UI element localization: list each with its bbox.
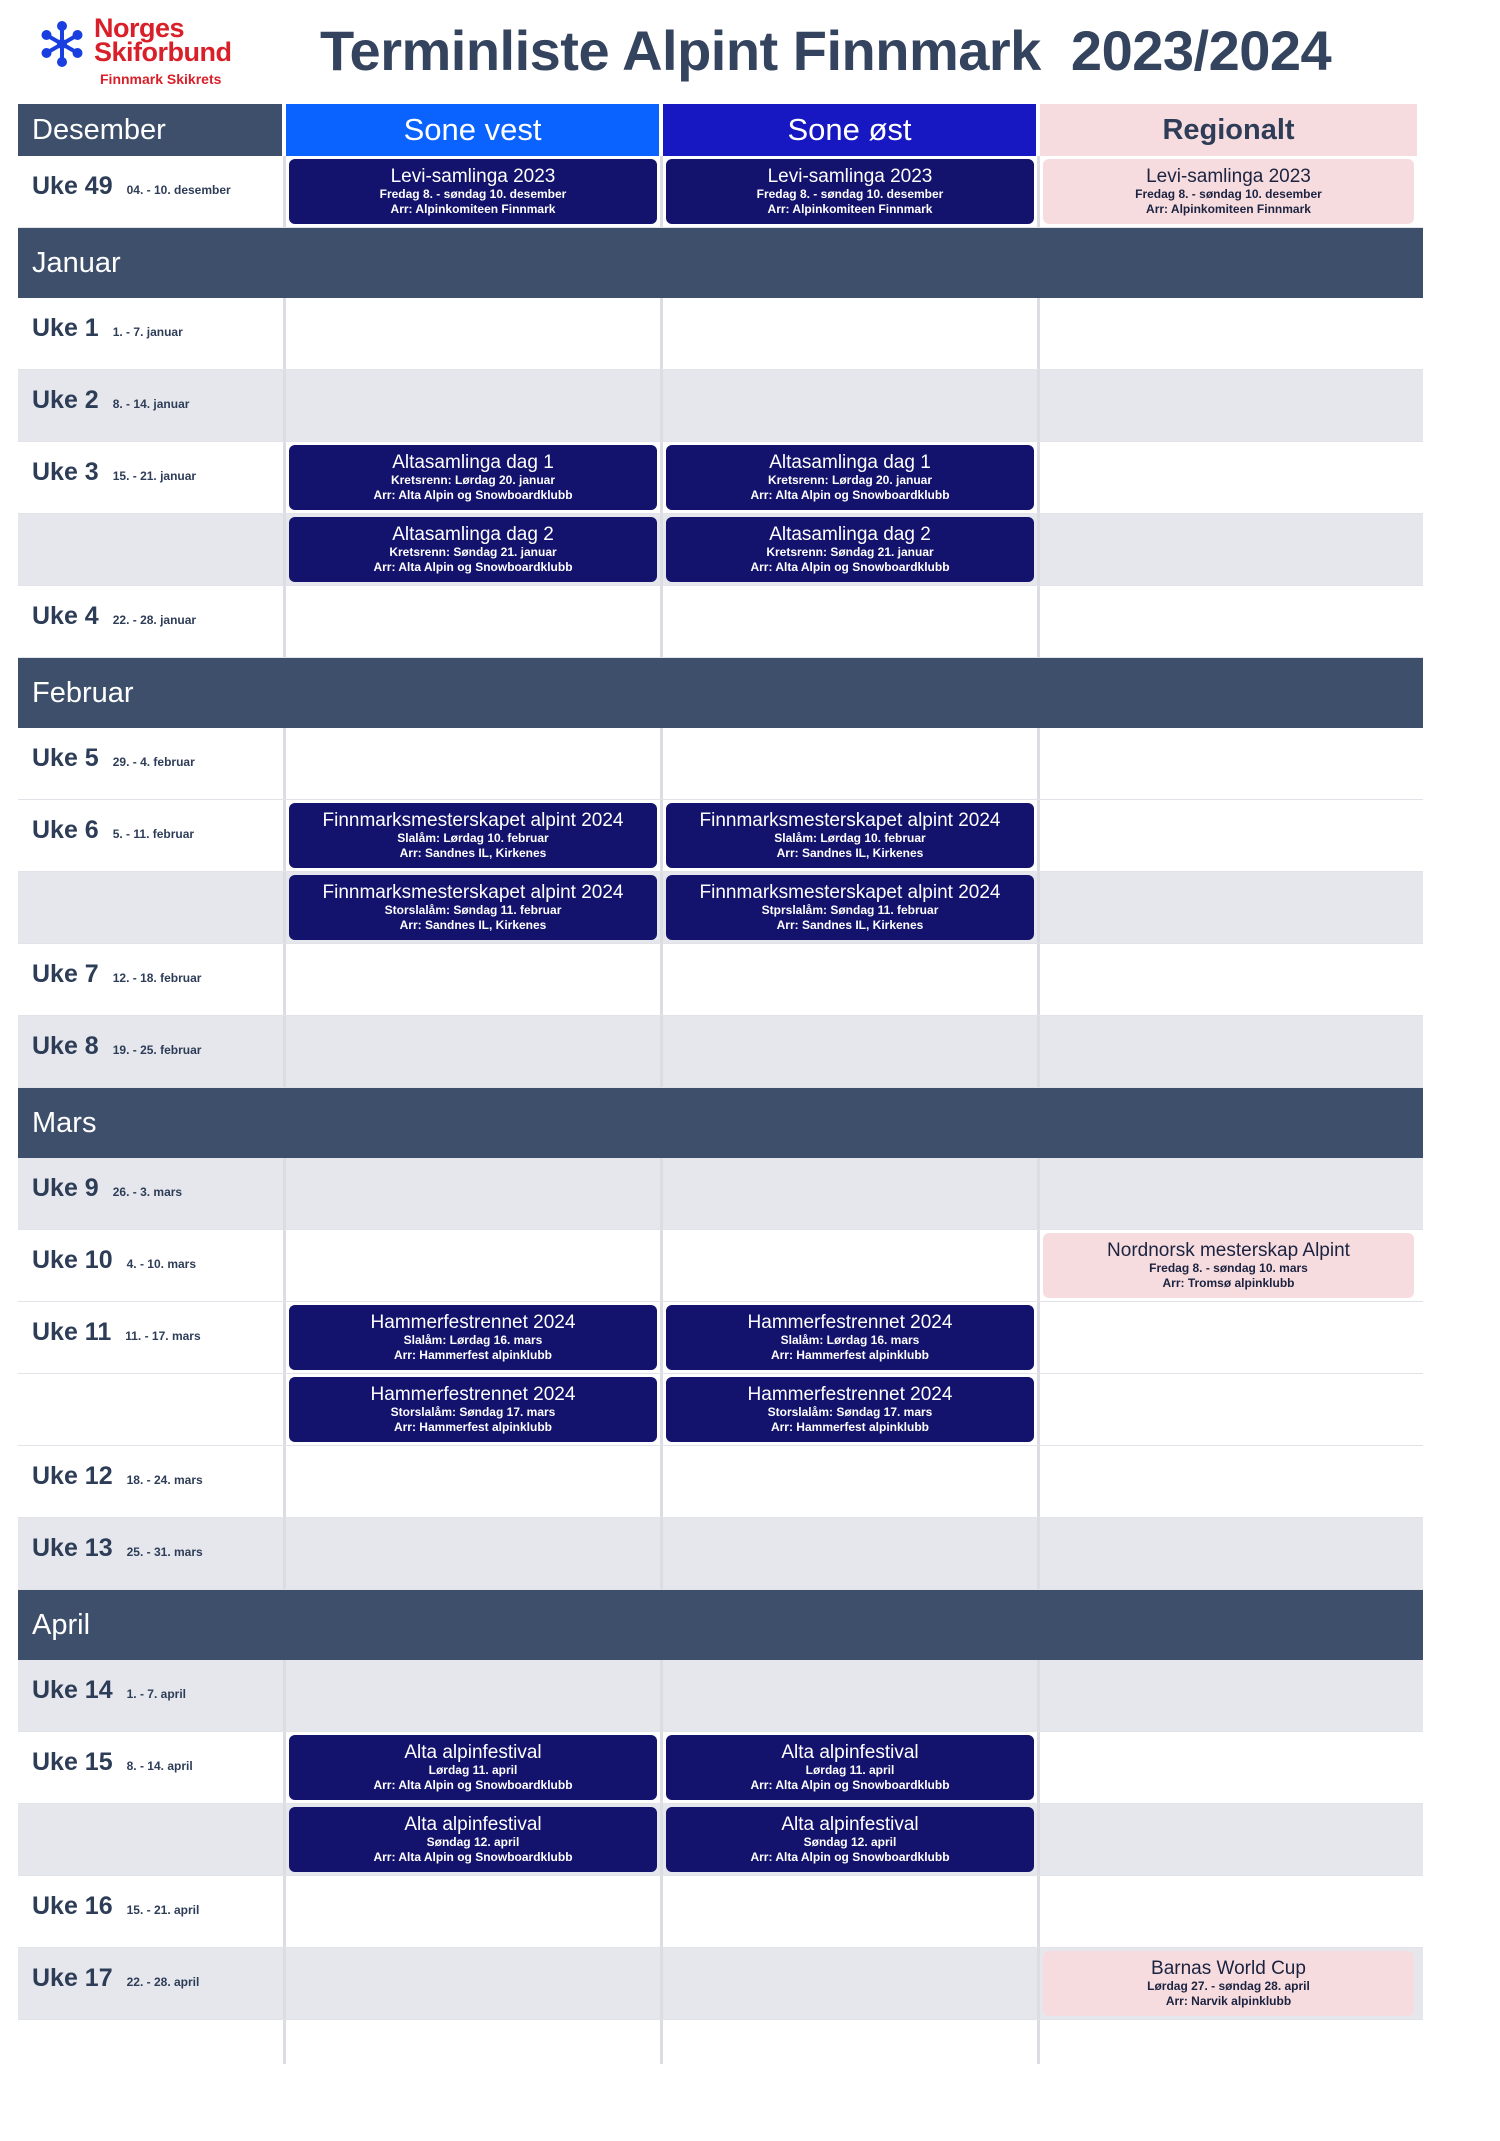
event-organizer: Arr: Alta Alpin og Snowboardklubb [750,1777,950,1792]
table-row [18,800,1423,872]
event-card[interactable] [289,517,657,582]
week-number: Uke 3 [32,458,99,486]
week-cell [18,1518,286,1589]
cell-c3 [1040,1016,1417,1087]
event-card[interactable] [289,1305,657,1370]
cell-c2 [663,1158,1040,1229]
event-title: Altasamlinga dag 2 [392,523,554,545]
cell-c1 [286,1302,663,1373]
cell-c1 [286,944,663,1015]
week-cell [18,944,286,1015]
cell-c3 [1040,872,1417,943]
event-date: Kretsrenn: Søndag 21. januar [766,544,934,559]
table-row [18,370,1423,442]
event-title: Altasamlinga dag 1 [392,451,554,473]
month-header: Januar [18,228,1423,298]
cell-c1 [286,1446,663,1517]
event-title: Hammerfestrennet 2024 [370,1383,576,1405]
cell-c1 [286,298,663,369]
event-card[interactable] [666,1305,1034,1370]
cell-c2 [663,1876,1040,1947]
event-organizer: Arr: Narvik alpinklubb [1165,1993,1292,2008]
cell-c1 [286,728,663,799]
event-title: Hammerfestrennet 2024 [747,1311,953,1333]
event-card[interactable] [666,875,1034,940]
cell-c1 [286,1948,663,2019]
cell-c1 [286,1230,663,1301]
week-number: Uke 10 [32,1246,113,1274]
week-cell [18,298,286,369]
event-title: Hammerfestrennet 2024 [747,1383,953,1405]
event-card[interactable] [666,1807,1034,1872]
event-date: Slalåm: Lørdag 16. mars [780,1332,920,1347]
cell-c1 [286,1660,663,1731]
column-header-regionalt: Regionalt [1040,104,1417,156]
cell-c3 [1040,1374,1417,1445]
cell-c3 [1040,1660,1417,1731]
week-cell [18,1660,286,1731]
cell-c3 [1040,586,1417,657]
event-card[interactable] [289,445,657,510]
cell-c2 [663,1804,1040,1875]
cell-c3 [1040,1876,1417,1947]
cell-c2 [663,944,1040,1015]
footer-cell [286,2020,663,2064]
event-card[interactable] [1043,1233,1414,1298]
cell-c1 [286,586,663,657]
week-dates: 26. - 3. mars [112,1185,183,1199]
cell-c1 [286,370,663,441]
cell-c3 [1040,1518,1417,1589]
event-organizer: Arr: Hammerfest alpinklubb [393,1419,553,1434]
cell-c3 [1040,800,1417,871]
cell-c1 [286,1158,663,1229]
page-title: Terminliste Alpint Finnmark 2023/2024 [320,19,1332,82]
week-dates: 18. - 24. mars [126,1473,203,1487]
event-organizer: Arr: Sandnes IL, Kirkenes [399,845,547,860]
event-date: Fredag 8. - søndag 10. desember [379,186,567,201]
event-title: Alta alpinfestival [404,1813,542,1835]
week-cell [18,1948,286,2019]
week-number: Uke 13 [32,1534,113,1562]
event-title: Levi-samlinga 2023 [767,165,933,187]
cell-c2 [663,728,1040,799]
column-header-sone-vest: Sone vest [286,104,659,156]
event-date: Fredag 8. - søndag 10. desember [756,186,944,201]
week-cell [18,1804,286,1875]
event-card[interactable] [289,803,657,868]
week-number: Uke 15 [32,1748,113,1776]
event-date: Kretsrenn: Lørdag 20. januar [390,472,556,487]
event-card[interactable] [289,159,657,224]
event-title: Alta alpinfestival [404,1741,542,1763]
table-row [18,442,1423,514]
event-date: Søndag 12. april [426,1834,520,1849]
cell-c2 [663,586,1040,657]
event-date: Kretsrenn: Lørdag 20. januar [767,472,933,487]
week-cell [18,156,286,227]
event-title: Finnmarksmesterskapet alpint 2024 [699,881,1001,903]
week-dates: 4. - 10. mars [126,1257,196,1271]
event-card[interactable] [666,445,1034,510]
week-dates: 5. - 11. februar [112,827,195,841]
week-number: Uke 1 [32,314,99,342]
table-row [18,586,1423,658]
week-number: Uke 17 [32,1964,113,1992]
event-organizer: Arr: Alta Alpin og Snowboardklubb [373,1849,573,1864]
week-cell [18,514,286,585]
week-dates: 22. - 28. april [126,1975,200,1989]
event-organizer: Arr: Alta Alpin og Snowboardklubb [373,487,573,502]
week-number: Uke 16 [32,1892,113,1920]
week-dates: 22. - 28. januar [112,613,197,627]
brand-line1: Norges [94,13,185,43]
cell-c2 [663,1660,1040,1731]
cell-c3 [1040,298,1417,369]
table-row [18,1804,1423,1876]
cell-c2 [663,442,1040,513]
event-card[interactable] [1043,159,1414,224]
event-card[interactable] [666,517,1034,582]
event-card[interactable] [666,1377,1034,1442]
week-cell [18,370,286,441]
event-organizer: Arr: Alpinkomiteen Finnmark [767,201,933,216]
event-card[interactable] [666,159,1034,224]
event-organizer: Arr: Tromsø alpinklubb [1162,1275,1295,1290]
event-title: Hammerfestrennet 2024 [370,1311,576,1333]
cell-c2 [663,156,1040,227]
event-title: Finnmarksmesterskapet alpint 2024 [322,881,624,903]
cell-c2 [663,1016,1040,1087]
event-date: Søndag 12. april [803,1834,897,1849]
event-organizer: Arr: Sandnes IL, Kirkenes [776,845,924,860]
month-header: April [18,1590,1423,1660]
week-cell [18,1732,286,1803]
cell-c3 [1040,1446,1417,1517]
snowflake-icon [36,18,88,70]
table-row [18,728,1423,800]
week-dates: 15. - 21. januar [112,469,197,483]
column-header-sone-ost: Sone øst [663,104,1036,156]
table-row [18,1230,1423,1302]
cell-c1 [286,1804,663,1875]
cell-c2 [663,298,1040,369]
event-organizer: Arr: Alta Alpin og Snowboardklubb [750,1849,950,1864]
brand-sub: Finnmark Skikrets [100,71,222,87]
week-number: Uke 9 [32,1174,99,1202]
cell-c1 [286,872,663,943]
brand-logo [36,13,256,90]
week-number: Uke 2 [32,386,99,414]
table-row [18,1518,1423,1590]
table-row [18,872,1423,944]
table-row [18,1302,1423,1374]
month-header: Februar [18,658,1423,728]
cell-c1 [286,1732,663,1803]
event-date: Slalåm: Lørdag 10. februar [397,830,549,845]
week-cell [18,1302,286,1373]
brand-name [94,13,232,67]
week-dates: 1. - 7. april [126,1687,186,1701]
event-organizer: Arr: Alta Alpin og Snowboardklubb [750,487,950,502]
week-cell [18,1876,286,1947]
event-date: Fredag 8. - søndag 10. desember [1135,186,1322,201]
cell-c2 [663,872,1040,943]
event-date: Lørdag 27. - søndag 28. april [1147,1978,1310,1993]
event-date: Lørdag 11. april [428,1762,518,1777]
event-title: Alta alpinfestival [781,1813,919,1835]
event-date: Lørdag 11. april [805,1762,895,1777]
event-organizer: Arr: Alpinkomiteen Finnmark [390,201,556,216]
cell-c1 [286,1518,663,1589]
week-dates: 8. - 14. januar [112,397,190,411]
schedule-table [18,104,1423,2064]
week-dates: 11. - 17. mars [125,1329,201,1343]
table-body [18,156,1423,2020]
week-dates: 1. - 7. januar [112,325,183,339]
cell-c2 [663,1518,1040,1589]
event-date: Kretsrenn: Søndag 21. januar [389,544,557,559]
column-header-row [18,104,1423,156]
week-dates: 04. - 10. desember [126,183,231,197]
event-organizer: Arr: Sandnes IL, Kirkenes [399,917,547,932]
week-dates: 12. - 18. februar [112,971,202,985]
event-card[interactable] [1043,1951,1414,2016]
week-number: Uke 12 [32,1462,113,1490]
cell-c2 [663,1446,1040,1517]
week-cell [18,1230,286,1301]
cell-c1 [286,156,663,227]
week-cell [18,442,286,513]
cell-c1 [286,1016,663,1087]
cell-c3 [1040,1804,1417,1875]
table-row [18,1732,1423,1804]
table-row [18,1374,1423,1446]
week-cell [18,586,286,657]
cell-c2 [663,370,1040,441]
cell-c2 [663,514,1040,585]
event-title: Altasamlinga dag 1 [769,451,931,473]
cell-c3 [1040,514,1417,585]
event-title: Altasamlinga dag 2 [769,523,931,545]
week-cell [18,872,286,943]
event-card[interactable] [289,1735,657,1800]
event-card[interactable] [666,803,1034,868]
cell-c3 [1040,1302,1417,1373]
event-date: Fredag 8. - søndag 10. mars [1149,1260,1308,1275]
cell-c1 [286,800,663,871]
cell-c2 [663,1374,1040,1445]
event-date: Slalåm: Lørdag 16. mars [403,1332,543,1347]
event-organizer: Arr: Hammerfest alpinklubb [770,1347,930,1362]
week-cell [18,728,286,799]
week-number: Uke 8 [32,1032,99,1060]
week-cell [18,800,286,871]
week-number: Uke 49 [32,172,113,200]
cell-c2 [663,1948,1040,2019]
cell-c3 [1040,156,1417,227]
week-number: Uke 6 [32,816,99,844]
event-card[interactable] [289,1807,657,1872]
event-organizer: Arr: Hammerfest alpinklubb [393,1347,553,1362]
cell-c2 [663,800,1040,871]
month-header: Mars [18,1088,1423,1158]
table-row [18,514,1423,586]
cell-c3 [1040,370,1417,441]
week-number: Uke 4 [32,602,99,630]
footer-cell [663,2020,1040,2064]
week-number: Uke 14 [32,1676,113,1704]
event-title: Levi-samlinga 2023 [390,165,556,187]
week-cell [18,1158,286,1229]
cell-c3 [1040,944,1417,1015]
event-title: Nordnorsk mesterskap Alpint [1107,1239,1350,1261]
event-card[interactable] [289,875,657,940]
event-title: Finnmarksmesterskapet alpint 2024 [322,809,624,831]
table-footer [18,2020,1423,2064]
event-title: Alta alpinfestival [781,1741,919,1763]
footer-cell [18,2020,286,2064]
cell-c1 [286,442,663,513]
cell-c2 [663,1230,1040,1301]
table-row [18,1660,1423,1732]
table-row [18,156,1423,228]
table-row [18,1016,1423,1088]
week-number: Uke 5 [32,744,99,772]
cell-c3 [1040,1948,1417,2019]
table-row [18,298,1423,370]
week-number: Uke 11 [32,1318,112,1346]
brand-line2: Skiforbund [94,37,232,67]
week-dates: 15. - 21. april [126,1903,200,1917]
cell-c3 [1040,1230,1417,1301]
cell-c1 [286,1374,663,1445]
event-card[interactable] [289,1377,657,1442]
event-organizer: Arr: Alta Alpin og Snowboardklubb [373,1777,573,1792]
event-date: Slalåm: Lørdag 10. februar [774,830,926,845]
cell-c2 [663,1732,1040,1803]
cell-c3 [1040,1732,1417,1803]
cell-c2 [663,1302,1040,1373]
event-date: Stprslalåm: Søndag 11. februar [761,902,939,917]
event-date: Storslalåm: Søndag 17. mars [767,1404,933,1419]
event-organizer: Arr: Sandnes IL, Kirkenes [776,917,924,932]
week-dates: 19. - 25. februar [112,1043,202,1057]
cell-c3 [1040,728,1417,799]
table-row [18,1948,1423,2020]
event-date: Storslalåm: Søndag 11. februar [384,902,562,917]
cell-c3 [1040,442,1417,513]
week-cell [18,1446,286,1517]
cell-c1 [286,514,663,585]
table-row [18,1876,1423,1948]
footer-cell [1040,2020,1417,2064]
table-row [18,1158,1423,1230]
event-date: Storslalåm: Søndag 17. mars [390,1404,556,1419]
event-organizer: Arr: Hammerfest alpinklubb [770,1419,930,1434]
event-title: Finnmarksmesterskapet alpint 2024 [699,809,1001,831]
event-organizer: Arr: Alta Alpin og Snowboardklubb [750,559,950,574]
table-row [18,1446,1423,1518]
week-dates: 8. - 14. april [126,1759,193,1773]
week-cell [18,1374,286,1445]
cell-c1 [286,1876,663,1947]
week-dates: 25. - 31. mars [126,1545,203,1559]
event-title: Barnas World Cup [1151,1957,1306,1979]
table-row [18,944,1423,1016]
event-organizer: Arr: Alpinkomiteen Finnmark [1146,201,1311,216]
week-cell [18,1016,286,1087]
week-number: Uke 7 [32,960,99,988]
event-card[interactable] [666,1735,1034,1800]
event-organizer: Arr: Alta Alpin og Snowboardklubb [373,559,573,574]
column-header-month: Desember [18,104,282,156]
week-dates: 29. - 4. februar [112,755,195,769]
event-title: Levi-samlinga 2023 [1146,165,1311,187]
cell-c3 [1040,1158,1417,1229]
